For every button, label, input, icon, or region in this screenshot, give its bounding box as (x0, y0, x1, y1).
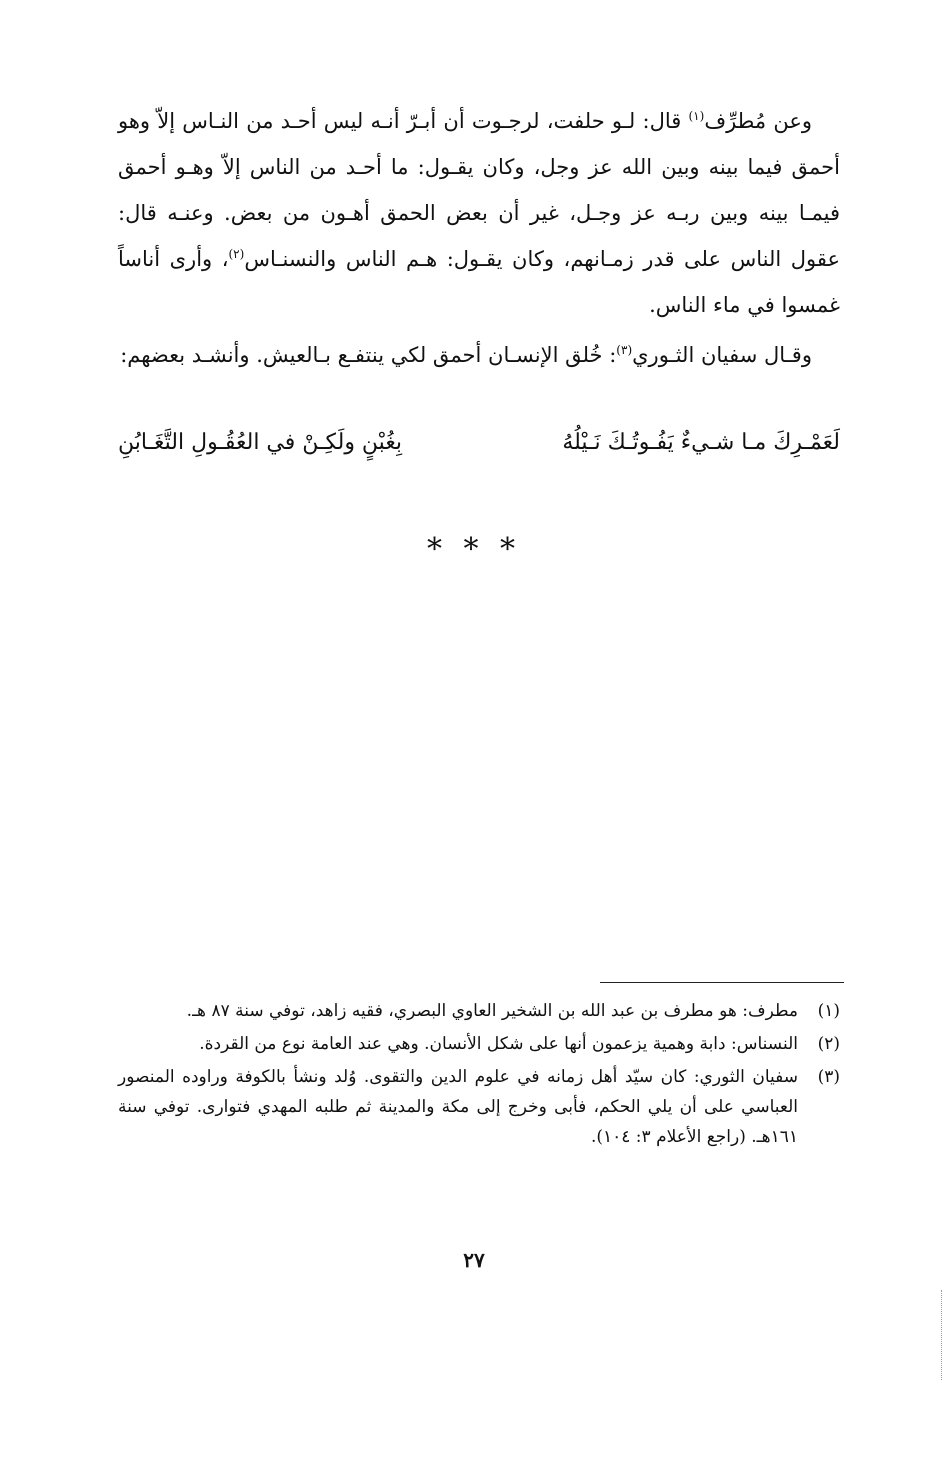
page-number: ٢٧ (463, 1248, 485, 1272)
footnote-text: مطرف: هو مطرف بن عبد الله بن الشخير العاوي البصري، فقيه زاهد، توفي سنة ٨٧ هـ. (186, 1001, 798, 1021)
footnote-number: (١) (817, 1001, 840, 1021)
footnote-text: سفيان الثوري: كان سيّد أهل زمانه في علوم الدين والتقوى. وُلد ونشأ بالكوفة وراوده المنصور العباسي على أن يلي الحكم، فأبى وخرج إلى مكة والمدينة ثم طلبه المهدي فتوارى. توفي سنة ١٦١هـ. (راجع الأعلام ٣: ١٠٤). (118, 1067, 798, 1147)
footnote-text: النسناس: دابة وهمية يزعمون أنها على شكل الأنسان. وهي عند العامة نوع من القردة. (199, 1034, 798, 1054)
verse-second-hemistich: بِغُبْنٍ ولَكِـنْ في العُقُـولِ التَّغَـابُنِ (118, 430, 403, 455)
scan-edge-marks (941, 1290, 942, 1380)
main-text (118, 98, 840, 378)
paragraph-mutarrif (118, 98, 840, 328)
paragraph-text: قال: لـو حلفت، لرجـوت أن أبـرّ أنـه ليس أحـد من النـاس إلاّ وهو أحمق فيما بينه وبين الله عز وجل، وكان يقـول: ما أحـد من الناس إلاّ وهـو أحمق فيمـا بينه وبين ربـه عز وجـل، غير أن بعض الحمق أهـون من بعض. وعنـه قال: عقول الناس على قدر زمـانهم، وكان يقـول: هـم الناس والنسنـاس (118, 109, 840, 271)
footnote-ref-1[interactable]: (١) (688, 109, 705, 123)
footnote-ref-3[interactable]: (٣) (616, 343, 633, 357)
paragraph-text: : خُلق الإنسـان أحمق لكي ينتفـع بـالعيش. وأنشـد بعضهم: (120, 343, 617, 367)
section-separator: * * * (426, 532, 522, 567)
footnote-number: (٢) (817, 1034, 840, 1054)
footnotes (118, 996, 840, 1155)
footnote-2 (118, 1029, 840, 1059)
footnote-ref-2[interactable]: (٢) (228, 247, 245, 261)
paragraph-text: ، وأرى أناساً غمسوا في ماء الناس. (118, 247, 840, 317)
paragraph-text: وعن مُطرِّف (704, 109, 812, 133)
paragraph-text: وقـال سفيان الثـوري (632, 343, 812, 367)
footnote-1 (118, 996, 840, 1026)
paragraph-sufyan (118, 332, 840, 378)
verse-first-hemistich: لَعَمْـرِكَ مـا شـيءٌ يَفُـوتُـكَ نَـيْلُهُ (562, 430, 840, 455)
poem-verse (118, 420, 840, 466)
footnote-3 (118, 1062, 840, 1152)
footnote-divider (600, 982, 844, 983)
footnote-number: (٣) (817, 1067, 840, 1087)
